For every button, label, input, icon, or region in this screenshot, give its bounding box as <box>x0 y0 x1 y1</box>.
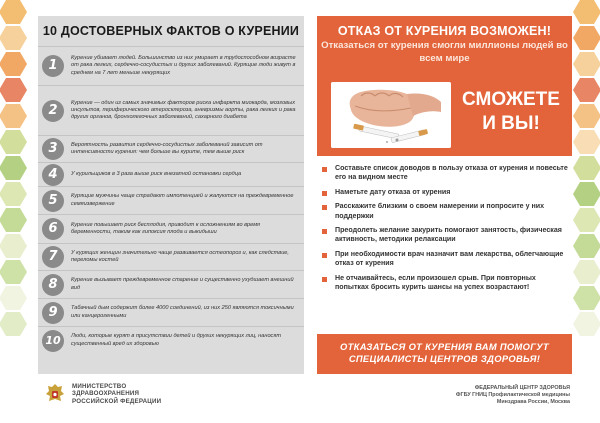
fact-text: Табачный дым содержит более 4000 соединений, из них 250 являются токсичными или канцерогенными <box>71 305 294 319</box>
credit-line: Минздрава России, Москва <box>496 399 570 406</box>
fact-number: 7 <box>42 246 64 268</box>
fact-item <box>38 135 304 162</box>
hexagon-pattern-icon <box>572 0 600 360</box>
fact-text: У курящих женщин значительно чаще развивается остеопороз и, как следствие, переломы костей <box>71 249 289 263</box>
tip-item <box>320 274 570 293</box>
fact-text: Курение повышает риск бесплодия, приводит к осложнениям во время беременности, таким как гипоксия плода и выкидыши <box>71 221 261 235</box>
fact-item <box>38 326 304 354</box>
fact-text: Курящие мужчины чаще страдают импотенцией и жалуются на преждевременное семяизвержение <box>71 193 294 207</box>
health-center-credit <box>456 385 570 407</box>
bullet-icon <box>322 229 327 234</box>
banner-title: ОТКАЗ ОТ КУРЕНИЯ ВОЗМОЖЕН! <box>337 24 552 38</box>
slogan <box>455 88 567 136</box>
fist-icon <box>331 82 451 148</box>
facts-title: 10 ДОСТОВЕРНЫХ ФАКТОВ О КУРЕНИИ <box>42 24 300 38</box>
fact-text: Курение — один из самых значимых факторов риска инфаркта миокарда, мозговых инсультов, периферического атеросклероза, аневризмы аорты, рака легких и рака других органов, бронхолегочных заболеваний, сахарного диабета <box>71 99 296 121</box>
tip-text: Расскажите близким о своем намерении и попросите у них поддержки <box>335 202 545 220</box>
banner-subtitle: Отказаться от курения смогли миллионы людей во всем мире <box>321 40 568 64</box>
facts-panel <box>38 16 304 374</box>
fact-item <box>38 186 304 214</box>
fact-number: 8 <box>42 274 64 296</box>
tip-text: Преодолеть желание закурить помогают занятость, физическая активность, методики релаксации <box>335 226 562 244</box>
fact-number: 6 <box>42 218 64 240</box>
fact-number: 5 <box>42 190 64 212</box>
ministry-name <box>72 383 161 405</box>
bullet-icon <box>322 277 327 282</box>
tip-item <box>320 250 570 269</box>
ministry-line: ЗДРАВООХРАНЕНИЯ <box>72 390 140 398</box>
bullet-icon <box>322 205 327 210</box>
tip-text: Составьте список доводов в пользу отказа от курения и повесьте его на видном месте <box>335 164 568 182</box>
tip-text: Наметьте дату отказа от курения <box>335 187 451 196</box>
fact-number: 3 <box>42 138 64 160</box>
tip-text: Не отчаивайтесь, если произошел срыв. При повторных попытках бросить курить шансы на успех возрастают! <box>335 273 536 292</box>
fact-number: 4 <box>42 164 64 186</box>
ministry-line: РОССИЙСКОЙ ФЕДЕРАЦИИ <box>72 397 162 405</box>
fact-text: Вероятность развития сердечно-сосудистых заболеваний зависит от интенсивности курения: чем больше вы курите, тем выше риск <box>71 141 263 155</box>
health-centers-banner <box>317 334 572 374</box>
ministry-line: МИНИСТЕРСТВО <box>72 382 127 390</box>
tip-item <box>320 164 570 183</box>
fact-number: 1 <box>42 55 64 77</box>
credit-line: ФЕДЕРАЛЬНЫЙ ЦЕНТР ЗДОРОВЬЯ <box>474 385 570 391</box>
slogan-line: И ВЫ! <box>482 113 540 134</box>
tip-text: При необходимости врач назначит вам лекарства, облегчающие отказ от курения <box>335 249 564 268</box>
hexagon-pattern-right <box>572 0 600 360</box>
bullet-icon <box>322 191 327 196</box>
fact-number: 10 <box>42 330 64 352</box>
crushed-cigarette-fist-image <box>331 82 451 148</box>
russian-emblem-icon <box>44 382 66 406</box>
banner-line: СПЕЦИАЛИСТЫ ЦЕНТРОВ ЗДОРОВЬЯ! <box>348 353 541 364</box>
tip-item <box>320 202 570 221</box>
tip-item <box>320 226 570 245</box>
credit-line: ФГБУ ГНИЦ Профилактической медицины <box>455 392 570 399</box>
fact-item <box>38 243 304 270</box>
bullet-icon <box>322 253 327 258</box>
fact-number: 9 <box>42 302 64 324</box>
slogan-line: СМОЖЕТЕ <box>462 89 560 110</box>
tip-item <box>320 188 570 197</box>
fact-item <box>38 162 304 186</box>
tips-list <box>320 164 570 297</box>
fact-text: Курение убивает людей. Большинство из них умирает в трудоспособном возрасте от рака легких, сердечно-сосудистых и других заболеваний. Курящие люди живут в среднем на 7 лет меньше некурящих <box>71 55 296 76</box>
hexagon-pattern-left <box>0 0 28 360</box>
fact-number: 2 <box>42 100 64 122</box>
hexagon-pattern-icon <box>0 0 28 360</box>
quit-possible-banner <box>317 16 572 156</box>
fact-item <box>38 85 304 135</box>
fact-item <box>38 214 304 243</box>
fact-item <box>38 46 304 85</box>
bullet-icon <box>322 167 327 172</box>
fact-item <box>38 298 304 326</box>
fact-text: Люди, которые курят в присутствии детей и других некурящих лиц, наносят существенный вред их здоровью <box>71 333 282 347</box>
banner-line: ОТКАЗАТЬСЯ ОТ КУРЕНИЯ ВАМ ПОМОГУТ <box>340 341 549 352</box>
ministry-logo <box>44 382 161 406</box>
fact-item <box>38 270 304 298</box>
fact-text: У курильщиков в 3 раза выше риск внезапной остановки сердца <box>71 170 242 177</box>
fact-text: Курение вызывает преждевременное старение и существенно ухудшает внешний вид <box>71 277 294 291</box>
